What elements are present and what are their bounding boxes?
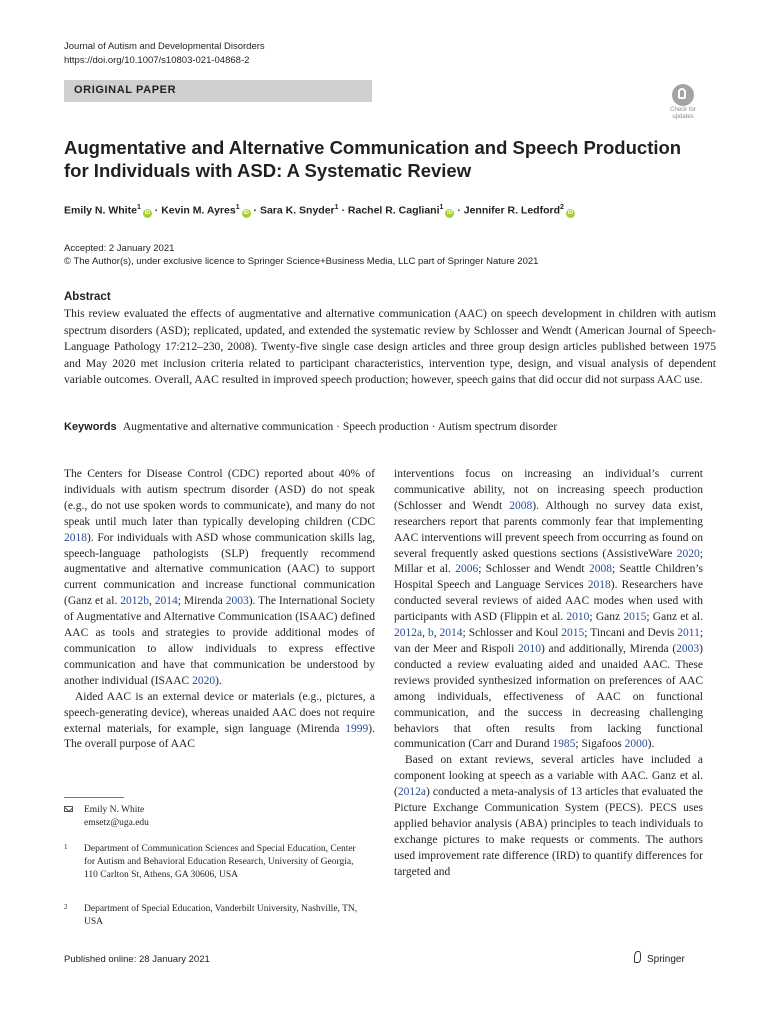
citation-link[interactable]: 2014 [154, 595, 178, 608]
author-name[interactable]: Rachel R. Cagliani [347, 204, 440, 217]
affiliation-number: 1 [64, 843, 68, 851]
citation-link[interactable]: 2008 [509, 499, 533, 512]
author-affiliation-mark: 1 [136, 204, 141, 211]
footnote-divider [64, 797, 124, 798]
publisher-name: Springer [647, 954, 685, 965]
article-dates [64, 242, 538, 268]
corresponding-name: Emily N. White [84, 805, 145, 815]
citation-link[interactable]: 2020 [676, 547, 700, 560]
affiliation-number: 2 [64, 903, 68, 911]
accepted-date: Accepted: 2 January 2021 [64, 243, 175, 254]
publisher-logo [632, 951, 685, 965]
citation-link[interactable]: 2015 [623, 611, 647, 624]
citation-link[interactable]: 2020 [192, 674, 216, 687]
citation-link[interactable]: 2012a [397, 786, 426, 799]
author-name[interactable]: Kevin M. Ayres [161, 204, 236, 217]
citation-link[interactable]: 1999 [345, 722, 369, 735]
citation-link[interactable]: 1985 [552, 738, 576, 751]
abstract-text: This review evaluated the effects of augmentative and alternative communication (AAC) on speech development in children with autism spectrum disorders (ASD); replicated, updated, and extended the systematic review by Schlosser and Wendt (American Journal of Speech-Language Pathology 17:212–230, 2008). Twenty-five single case design articles and three group design articles published between 1975 and May 2020 met inclusion criteria related to participant characteristics, intervention type, design, and visual analysis of dependent variable outcomes. Overall, AAC resulted in improved speech production; however, speech gains that did occur did not surpass AAC use. [64, 307, 716, 386]
keywords-text: Augmentative and alternative communication · Speech production · Autism spectrum disorder [122, 421, 558, 433]
title-line-1: Augmentative and Alternative Communication and Speech Production [64, 137, 682, 158]
citation-link[interactable]: 2011 [677, 627, 700, 640]
citation-link[interactable]: 2006 [455, 563, 479, 576]
author-affiliation-mark: 1 [439, 204, 444, 211]
body-paragraph: Based on extant reviews, several articles have included a component looking at speech as a variable with AAC. Ganz et al. (2012a) conducted a meta-analysis of 13 articles that evaluated the Picture Exchange Communication System (PECS). PECS uses applied behavior analysis (ABA) principles to teach individuals to exchange pictures to make requests or comments. The authors used improvement rate difference (IRD) to quantify differences for targeted and [394, 754, 703, 878]
citation-link[interactable]: 2014 [439, 627, 463, 640]
doi-link[interactable]: https://doi.org/10.1007/s10803-021-04868-2 [64, 55, 250, 66]
orcid-icon[interactable]: iD [243, 209, 249, 216]
body-paragraph: interventions focus on increasing an individual’s current communicative ability, not on increasing speech production (Schlosser and Wendt 2008). Although no survey data exist, researchers report that parents commonly fear that implementing AAC interventions will prevent speech from occurring as found on several frequently asked questions sections (AssistiveWare 2020; Millar et al. 2006; Schlosser and Wendt 2008; Seattle Children’s Hospital Speech and Language Services 2018). Researchers have conducted several reviews of aided AAC modes when used with participants with ASD (Flippin et al. 2010; Ganz 2015; Ganz et al. 2012a, b, 2014; Schlosser and Koul 2015; Tincani and Devis 2011; van der Meer and Rispoli 2010) and additionally, Mirenda (2003) conducted a review evaluating aided and unaided AAC. These reviews provided synthesized information on preferences of AAC among individuals, effectiveness of AAC on functional communication, and the success in decreasing challenging behaviors that often results from lacking functional communication (Carr and Durand 1985; Sigafoos 2000). [394, 468, 704, 751]
springer-horse-icon [632, 951, 643, 964]
article-type-label: ORIGINAL PAPER [74, 84, 177, 96]
citation-link[interactable]: 2012b [120, 595, 149, 608]
author-name[interactable]: Emily N. White [64, 204, 137, 217]
affiliation-text: Department of Special Education, Vanderbilt University, Nashville, TN, USA [84, 904, 358, 927]
badge-line-1: Check for [670, 107, 696, 113]
title-line-2: for Individuals with ASD: A Systematic Review [64, 160, 472, 181]
author-affiliation-mark: 1 [334, 204, 339, 211]
author-affiliation-mark: 1 [235, 204, 240, 211]
author-name[interactable]: Sara K. Snyder [259, 204, 335, 217]
citation-link[interactable]: 2018 [64, 531, 87, 544]
author-separator: · [250, 204, 260, 217]
citation-link[interactable]: 2003 [225, 595, 249, 608]
citation-link[interactable]: 2010 [517, 642, 541, 655]
badge-line-2: updates [672, 113, 694, 120]
bookmark-icon [672, 84, 694, 106]
article-type-banner [64, 80, 372, 102]
citation-link[interactable]: b [427, 627, 434, 640]
citation-link[interactable]: 2012a [394, 627, 423, 640]
journal-name: Journal of Autism and Developmental Disorders [64, 41, 265, 52]
orcid-icon[interactable]: iD [447, 209, 453, 216]
author-separator: · [338, 204, 348, 217]
check-for-updates-badge[interactable] [663, 84, 703, 124]
body-column-left [64, 467, 375, 753]
citation-link[interactable]: 2015 [561, 627, 585, 640]
orcid-icon[interactable]: iD [144, 209, 151, 216]
keywords-label: Keywords [64, 421, 117, 433]
author-name[interactable]: Jennifer R. Ledford [463, 204, 561, 217]
body-column-right [394, 467, 703, 881]
copyright-notice: © The Author(s), under exclusive licence to Springer Science+Business Media, LLC part of Springer Nature 2021 [64, 256, 539, 267]
author-affiliation-mark: 2 [560, 204, 564, 211]
citation-link[interactable]: 2003 [676, 642, 700, 655]
citation-link[interactable]: 2010 [566, 611, 590, 624]
citation-link[interactable]: 2018 [587, 579, 611, 592]
keywords [64, 421, 724, 433]
body-paragraph: The Centers for Disease Control (CDC) reported about 40% of individuals with autism spectrum disorder (ASD) do not speak (e.g., do not use spoken words to communicate), and many do not speak until much later than typically developing children (CDC 2018). For individuals with ASD whose communication skills lag, speech-language pathologists (SLP) frequently recommend augmentative and alternative communication (AAC) to support current communication and increase functional communication (Ganz et al. 2012b, 2014; Mirenda 2003). The International Society of Augmentative and Alternative Communication (ISAAC) defined AAC as tools and strategies to provide additional modes of communication to allow individuals to express effective communication and have that communication be understood by another individual (ISAAC 2020). [64, 468, 375, 687]
author-separator: · [454, 204, 464, 217]
journal-header [64, 40, 265, 68]
orcid-icon[interactable]: iD [567, 209, 574, 216]
citation-link[interactable]: 2000 [624, 738, 648, 751]
paper-title [64, 136, 704, 182]
author-list [64, 204, 724, 218]
affiliation-text: Department of Communication Sciences and Special Education, Center for Autism and Behavioral Education Research, University of Georgia, 110 Carlton St, Athens, GA 30606, USA [84, 844, 356, 880]
corresponding-email[interactable]: emsetz@uga.edu [84, 818, 149, 828]
envelope-icon [64, 806, 73, 812]
citation-link[interactable]: 2008 [588, 563, 612, 576]
abstract-heading: Abstract [64, 291, 111, 303]
author-separator: · [151, 204, 162, 217]
body-paragraph: Aided AAC is an external device or materials (e.g., pictures, a speech-generating device), whereas unaided AAC does not require external materials, for example, sign language (Mirenda 1999). The overall purpose of AAC [64, 690, 375, 751]
published-date: Published online: 28 January 2021 [64, 954, 210, 965]
